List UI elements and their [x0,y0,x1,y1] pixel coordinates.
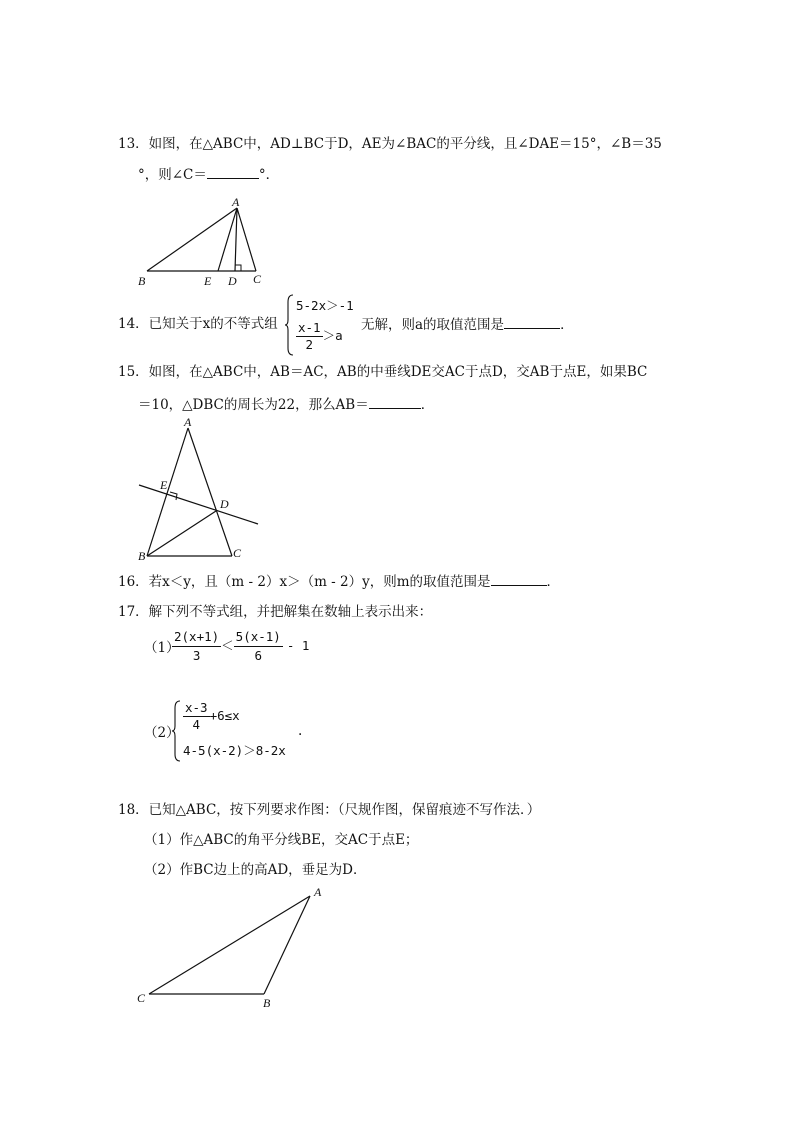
q14-brace [285,294,295,356]
q15-seg-ac [188,428,232,556]
q14-suffix: 无解，则a的取值范围是 [361,317,505,333]
q16-answer-blank [491,571,547,586]
q15-label-a: A [184,415,192,429]
q14-prefix: 14．已知关于x的不等式组 [118,316,278,332]
q13-seg-ae [218,208,237,271]
q14-end: ． [560,317,574,333]
q18-p2: （2）作BC边上的高AD，垂足为D． [144,862,367,878]
q13-end: °． [258,167,280,183]
q13-line2 [138,164,279,185]
q16-text: 16．若x＜y，且（m - 2）x＞（m - 2）y，则m的取值范围是 [118,574,491,590]
q15-seg-bd [147,511,216,556]
q13-label-d: D [228,274,237,288]
q13-right-angle [235,265,241,271]
q17-p2-den: 4 [183,716,210,733]
q13-figure [132,196,272,290]
q15-figure [132,414,272,564]
q15-end: ． [420,397,435,413]
q14-frac-num: x-1 [298,320,321,335]
q17-p2-num: x-3 [185,700,208,715]
q15-line2-text: ＝10，△DBC的周长为22，那么AB＝ [138,397,369,413]
q15-seg-ab [147,428,188,556]
q15-label-d: D [220,497,229,511]
q14-suffix-line [361,314,574,335]
q18-label-c: C [137,991,146,1005]
q18-seg-ac [149,896,310,994]
q17-p2-brace [172,700,182,762]
q13-seg-ac [237,208,256,271]
q17-p2-row1 [183,700,240,733]
q17-p2-label: （2） [144,725,180,741]
q15-perp-bisector [139,485,258,524]
q14-frac-den: 2 [296,336,323,353]
q14-answer-blank [504,314,560,329]
q13-seg-ba [147,208,237,271]
q13-label-b: B [138,274,146,288]
q17-p1-num1: 2(x+1) [174,629,220,644]
q15-line1: 15．如图，在△ABC中，AB＝AC，AB的中垂线DE交AC于点D，交AB于点E，如果BC [118,364,648,380]
q14-fraction [296,320,323,353]
q17-p1-frac1 [172,628,221,665]
q13-label-e: E [204,274,212,288]
q18-label-a: A [314,885,322,899]
q18-figure [132,882,332,1012]
q13-line2-text: °，则∠C＝ [138,167,207,183]
q16-line [118,571,560,592]
q14-row2 [296,320,343,353]
q13-line1: 13．如图，在△ABC中，AD⊥BC于D，AE为∠BAC的平分线，且∠DAE＝15°，∠B＝35 [118,136,662,152]
q17-p2-end: . [298,723,303,739]
q13-seg-ad [235,208,237,271]
q13-label-a: A [232,196,240,209]
q17-p2-row2: 4-5(x-2)＞8-2x [183,743,286,758]
q13-label-c: C [253,272,262,286]
q17-p1-tail: - 1 [286,638,310,653]
q15-line2 [138,394,434,415]
q17-p1-rel: ＜ [221,638,234,653]
q17-p1-den2: 6 [234,646,283,665]
q17-p1-frac2 [234,628,283,665]
q13-answer-blank [207,164,259,179]
q15-label-c: C [233,546,242,560]
q18-title: 18．已知△ABC，按下列要求作图：（尺规作图，保留痕迹不写作法．） [118,802,541,818]
q17-title: 17．解下列不等式组，并把解集在数轴上表示出来： [118,604,433,620]
q18-p1: （1）作△ABC的角平分线BE，交AC于点E； [144,832,419,848]
q17-p2-rest: +6≤x [209,708,240,723]
q17-p2-frac [183,700,210,733]
q15-label-e: E [160,478,168,492]
q14-row1: 5-2x＞-1 [296,298,354,313]
q17-p1-den1: 3 [172,646,221,665]
q17-p1-label: （1） [144,640,180,656]
q17-p1-expr [172,628,309,665]
q17-p1-num2: 5(x-1) [235,629,281,644]
q15-label-b: B [138,549,146,563]
q18-label-b: B [263,996,271,1010]
q15-answer-blank [369,394,421,409]
q14-rel: ＞a [322,328,343,343]
q16-end: ． [546,574,561,590]
